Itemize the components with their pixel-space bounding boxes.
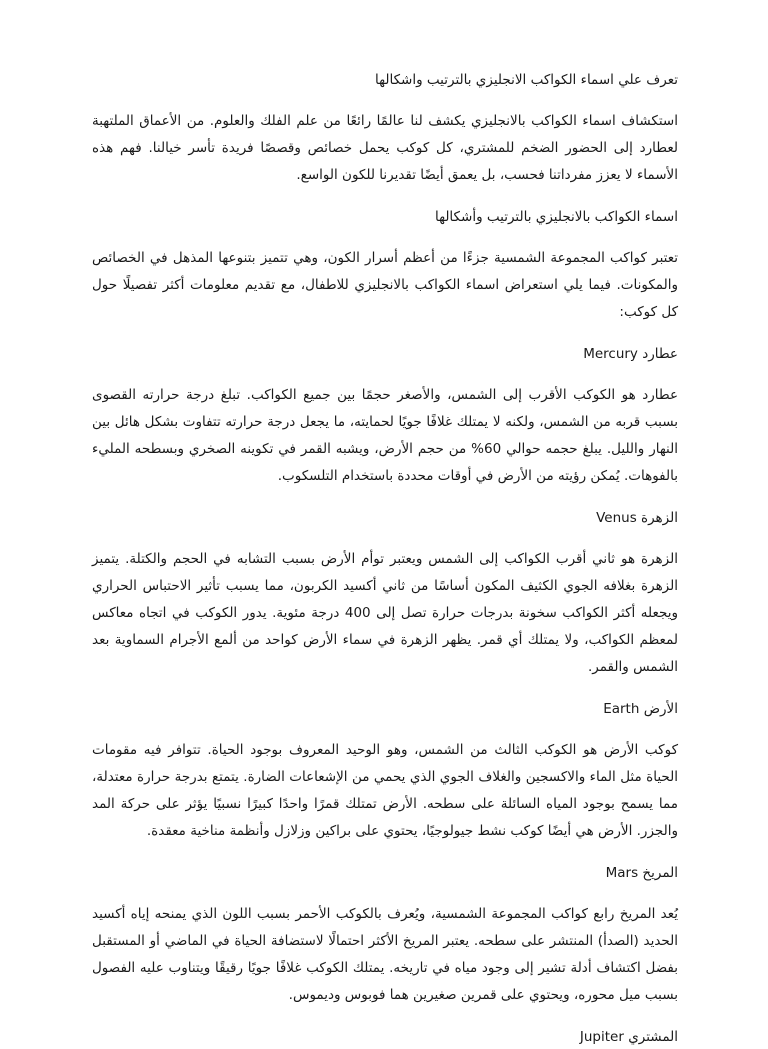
intro-paragraph: استكشاف اسماء الكواكب بالانجليزي يكشف لنا عالمًا رائعًا من علم الفلك والعلوم. من الأعماق الملتهبة لعطارد إلى الحضور الضخم للمشتري، كل كوكب يحمل خصائص وقصصًا فريدة تأسر خيالنا. فهم هذه الأسماء لا يعزز مفرداتنا فحسب، بل يعمق أيضًا تقديرنا للكون الواسع.	[92, 113, 678, 183]
mercury-paragraph: عطارد هو الكوكب الأقرب إلى الشمس، والأصغر حجمًا بين جميع الكواكب. تبلغ درجة حرارته القصوى بسبب قربه من الشمس، ولكنه لا يمتلك غلافًا جويًا لحمايته، ما يجعل درجة حرارته تتفاوت بشكل هائل بين النهار والليل. يبلغ حجمه حوالي 60% من حجم الأرض، ويشبه القمر في تكوينه الصخري وبسطحه المليء بالفوهات. يُمكن رؤيته من الأرض في أوقات محددة باستخدام التلسكوب.	[92, 387, 678, 484]
venus-heading-ar: الزهرة	[641, 510, 678, 526]
jupiter-heading-en: Jupiter	[579, 1029, 624, 1045]
venus-heading	[92, 506, 678, 530]
venus-paragraph: الزهرة هو ثاني أقرب الكواكب إلى الشمس ويعتبر توأم الأرض بسبب التشابه في الحجم والكتلة. يتميز الزهرة بغلافه الجوي الكثيف المكون أساسًا من ثاني أكسيد الكربون، مما يسبب تأثير الاحتباس الحراري ويجعله أكثر الكواكب سخونة بدرجات حرارة تصل إلى 400 درجة مئوية. يدور الكوكب في اتجاه معاكس لمعظم الكواكب، ولا يمتلك أي قمر. يظهر الزهرة في سماء الأرض كواحد من ألمع الأجرام السماوية بعد الشمس والقمر.	[92, 551, 679, 675]
earth-heading-ar: الأرض	[643, 701, 678, 717]
mercury-heading	[92, 342, 678, 366]
mercury-heading-en: Mercury	[583, 346, 638, 362]
earth-heading	[92, 697, 678, 721]
mars-heading-ar: المريخ	[642, 865, 678, 881]
section-intro-paragraph: تعتبر كواكب المجموعة الشمسية جزءًا من أعظم أسرار الكون، وهي تتميز بتنوعها المذهل في الخصائص والمكونات. فيما يلي استعراض اسماء الكواكب بالانجليزي للاطفال، مع تقديم معلومات أكثر تفصيلًا حول كل كوكب:	[92, 250, 678, 320]
jupiter-heading	[92, 1025, 678, 1049]
section-heading: اسماء الكواكب بالانجليزي بالترتيب وأشكالها	[434, 209, 678, 225]
earth-paragraph: كوكب الأرض هو الكوكب الثالث من الشمس، وهو الوحيد المعروف بوجود الحياة. تتوافر فيه مقومات الحياة مثل الماء والاكسجين والغلاف الجوي الذي يحمي من الإشعاعات الضارة. يتمتع بدرجة حرارة معتدلة، مما يسمح بوجود المياه السائلة على سطحه. الأرض تمتلك قمرًا واحدًا كبيرًا نسبيًا يؤثر على حركة المد والجزر. الأرض هي أيضًا كوكب نشط جيولوجيًا، يحتوي على براكين وزلازل وأنظمة مناخية معقدة.	[92, 742, 678, 839]
mars-paragraph: يُعد المريخ رابع كواكب المجموعة الشمسية، ويُعرف بالكوكب الأحمر بسبب اللون الذي يمنحه إياه أكسيد الحديد (الصدأ) المنتشر على سطحه. يعتبر المريخ الأكثر احتمالًا لاستضافة الحياة في الماضي أو المستقبل بفضل اكتشاف أدلة تشير إلى وجود مياه في تاريخه. يمتلك الكوكب غلافًا جويًا رقيقًا ويتناوب عليه الفصول بسبب ميل محوره، ويحتوي على قمرين صغيرين هما فوبوس وديموس.	[92, 906, 678, 1003]
earth-heading-en: Earth	[603, 701, 640, 717]
mars-heading-en: Mars	[605, 865, 639, 881]
mercury-heading-ar: عطارد	[642, 346, 678, 362]
mars-heading	[92, 861, 678, 885]
venus-heading-en: Venus	[596, 510, 637, 526]
jupiter-heading-ar: المشتري	[628, 1029, 678, 1045]
page-title: تعرف علي اسماء الكواكب الانجليزي بالترتيب واشكالها	[375, 72, 678, 88]
